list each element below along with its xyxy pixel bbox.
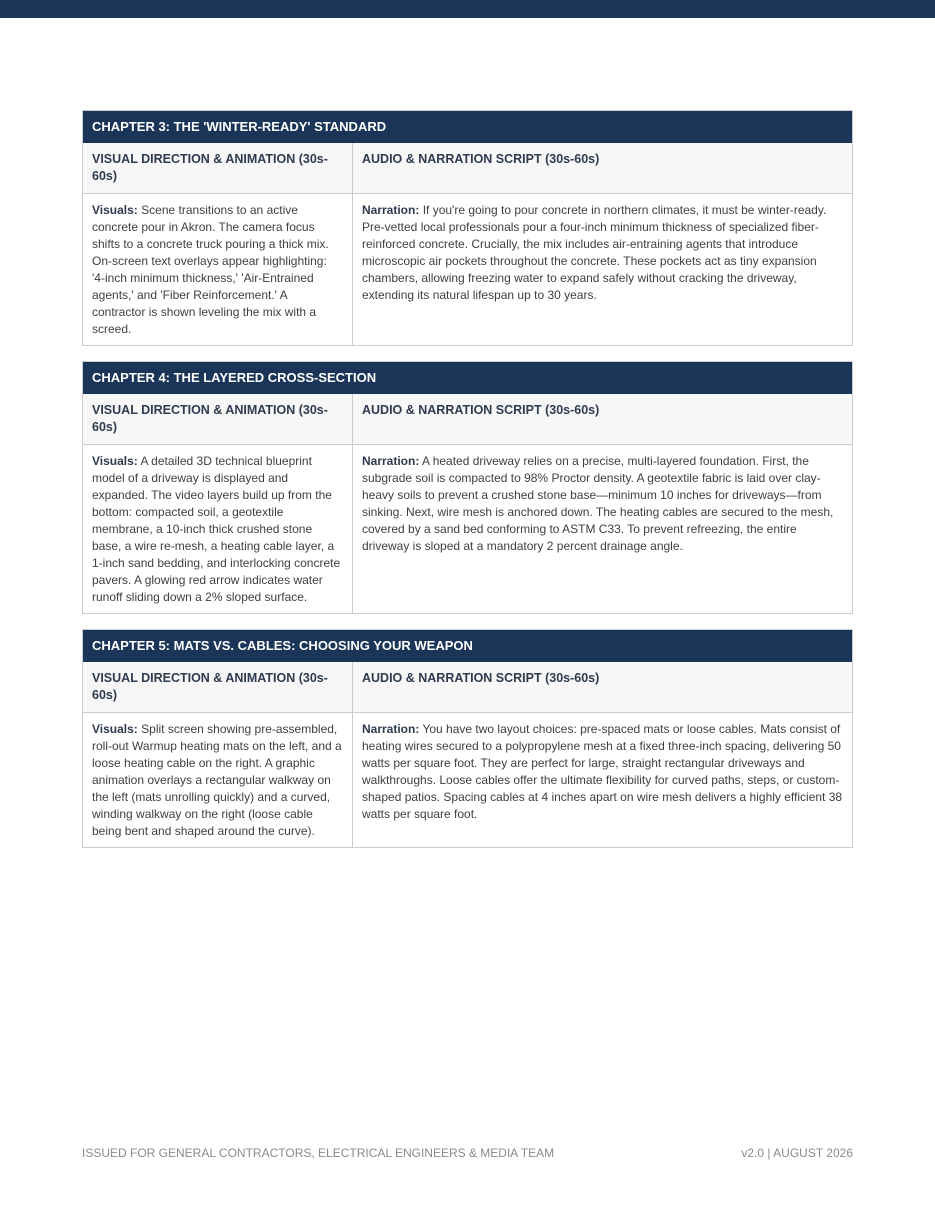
visual-direction-cell <box>83 445 353 613</box>
audio-column-header: AUDIO & NARRATION SCRIPT (30s-60s) <box>362 152 600 166</box>
visuals-text: Split screen showing pre-assembled, roll-out Warmup heating mats on the left, and a loose heating cable on the right. A graphic animation overlays a rectangular walkway on the left (mats unrolling quickly) and a curved, winding walkway on the right (loose cable being bent and shaped around the curve). <box>92 722 342 838</box>
chapter-title: CHAPTER 4: THE LAYERED CROSS-SECTION <box>83 362 852 394</box>
audio-column-header: AUDIO & NARRATION SCRIPT (30s-60s) <box>362 671 600 685</box>
top-header-band <box>0 0 935 18</box>
narration-label: Narration: <box>362 454 420 468</box>
chapter-table <box>82 361 853 614</box>
narration-cell <box>353 713 852 847</box>
content-row <box>83 445 852 613</box>
visuals-label: Visuals: <box>92 722 138 736</box>
visuals-label: Visuals: <box>92 203 138 217</box>
chapter-title: CHAPTER 3: THE 'WINTER-READY' STANDARD <box>83 111 852 143</box>
audio-column-header: AUDIO & NARRATION SCRIPT (30s-60s) <box>362 403 600 417</box>
content-row <box>83 194 852 345</box>
narration-text: A heated driveway relies on a precise, multi-layered foundation. First, the subgrade soil is compacted to 98% Proctor density. A geotextile fabric is laid over clay-heavy soils to prevent a crushed stone base—minimum 10 inches for driveways—from sinking. Next, wire mesh is anchored down. The heating cables are secured to the mesh, covered by a sand bed conforming to ASTM C33. To prevent refreezing, the entire driveway is sloped at a mandatory 2 percent drainage angle. <box>362 454 834 553</box>
chapter-table <box>82 629 853 848</box>
visuals-label: Visuals: <box>92 454 138 468</box>
visuals-text: Scene transitions to an active concrete pour in Akron. The camera focus shifts to a concrete truck pouring a thick mix. On-screen text overlays appear highlighting: '4-inch minimum thickness,' 'Air-Entrained agents,' and 'Fiber Reinforcement.' A contractor is shown leveling the mix with a screed. <box>92 203 329 336</box>
chapter-title: CHAPTER 5: MATS VS. CABLES: CHOOSING YOUR WEAPON <box>83 630 852 662</box>
narration-text: You have two layout choices: pre-spaced mats or loose cables. Mats consist of heating wires secured to a polypropylene mesh at a fixed three-inch spacing, delivering 50 watts per square foot. They are perfect for large, straight rectangular driveways and walkthroughs. Loose cables offer the ultimate flexibility for curved paths, steps, or custom-shaped patios. Spacing cables at 4 inches apart on wire mesh delivers a highly efficient 38 watts per square foot. <box>362 722 843 821</box>
visuals-text: A detailed 3D technical blueprint model of a driveway is displayed and expanded. The video layers build up from the bottom: compacted soil, a geotextile membrane, a 10-inch thick crushed stone base, a wire re-mesh, a heating cable layer, a 1-inch sand bedding, and interlocking concrete pavers. A glowing red arrow indicates water runoff sliding down a 2% sloped surface. <box>92 454 341 604</box>
chapter-list <box>82 110 853 863</box>
column-header-row <box>83 143 852 194</box>
page-footer <box>82 1146 853 1160</box>
visual-direction-cell <box>83 194 353 345</box>
content-row <box>83 713 852 847</box>
narration-cell <box>353 194 852 345</box>
visual-column-header: VISUAL DIRECTION & ANIMATION (30s-60s) <box>83 394 353 444</box>
footer-audience: ISSUED FOR GENERAL CONTRACTORS, ELECTRICAL ENGINEERS & MEDIA TEAM <box>82 1146 555 1160</box>
narration-text: If you're going to pour concrete in northern climates, it must be winter-ready. Pre-vetted local professionals pour a four-inch minimum thickness of specialized fiber-reinforced concrete. Crucially, the mix includes air-entraining agents that introduce microscopic air pockets throughout the concrete. These pockets act as tiny expansion chambers, allowing freezing water to expand safely without cracking the driveway, extending its natural lifespan up to 30 years. <box>362 203 827 302</box>
chapter-table <box>82 110 853 346</box>
column-header-row <box>83 394 852 445</box>
narration-cell <box>353 445 852 613</box>
footer-version: v2.0 | AUGUST 2026 <box>741 1146 853 1160</box>
narration-label: Narration: <box>362 722 420 736</box>
visual-column-header: VISUAL DIRECTION & ANIMATION (30s-60s) <box>83 662 353 712</box>
visual-direction-cell <box>83 713 353 847</box>
visual-column-header: VISUAL DIRECTION & ANIMATION (30s-60s) <box>83 143 353 193</box>
column-header-row <box>83 662 852 713</box>
narration-label: Narration: <box>362 203 420 217</box>
